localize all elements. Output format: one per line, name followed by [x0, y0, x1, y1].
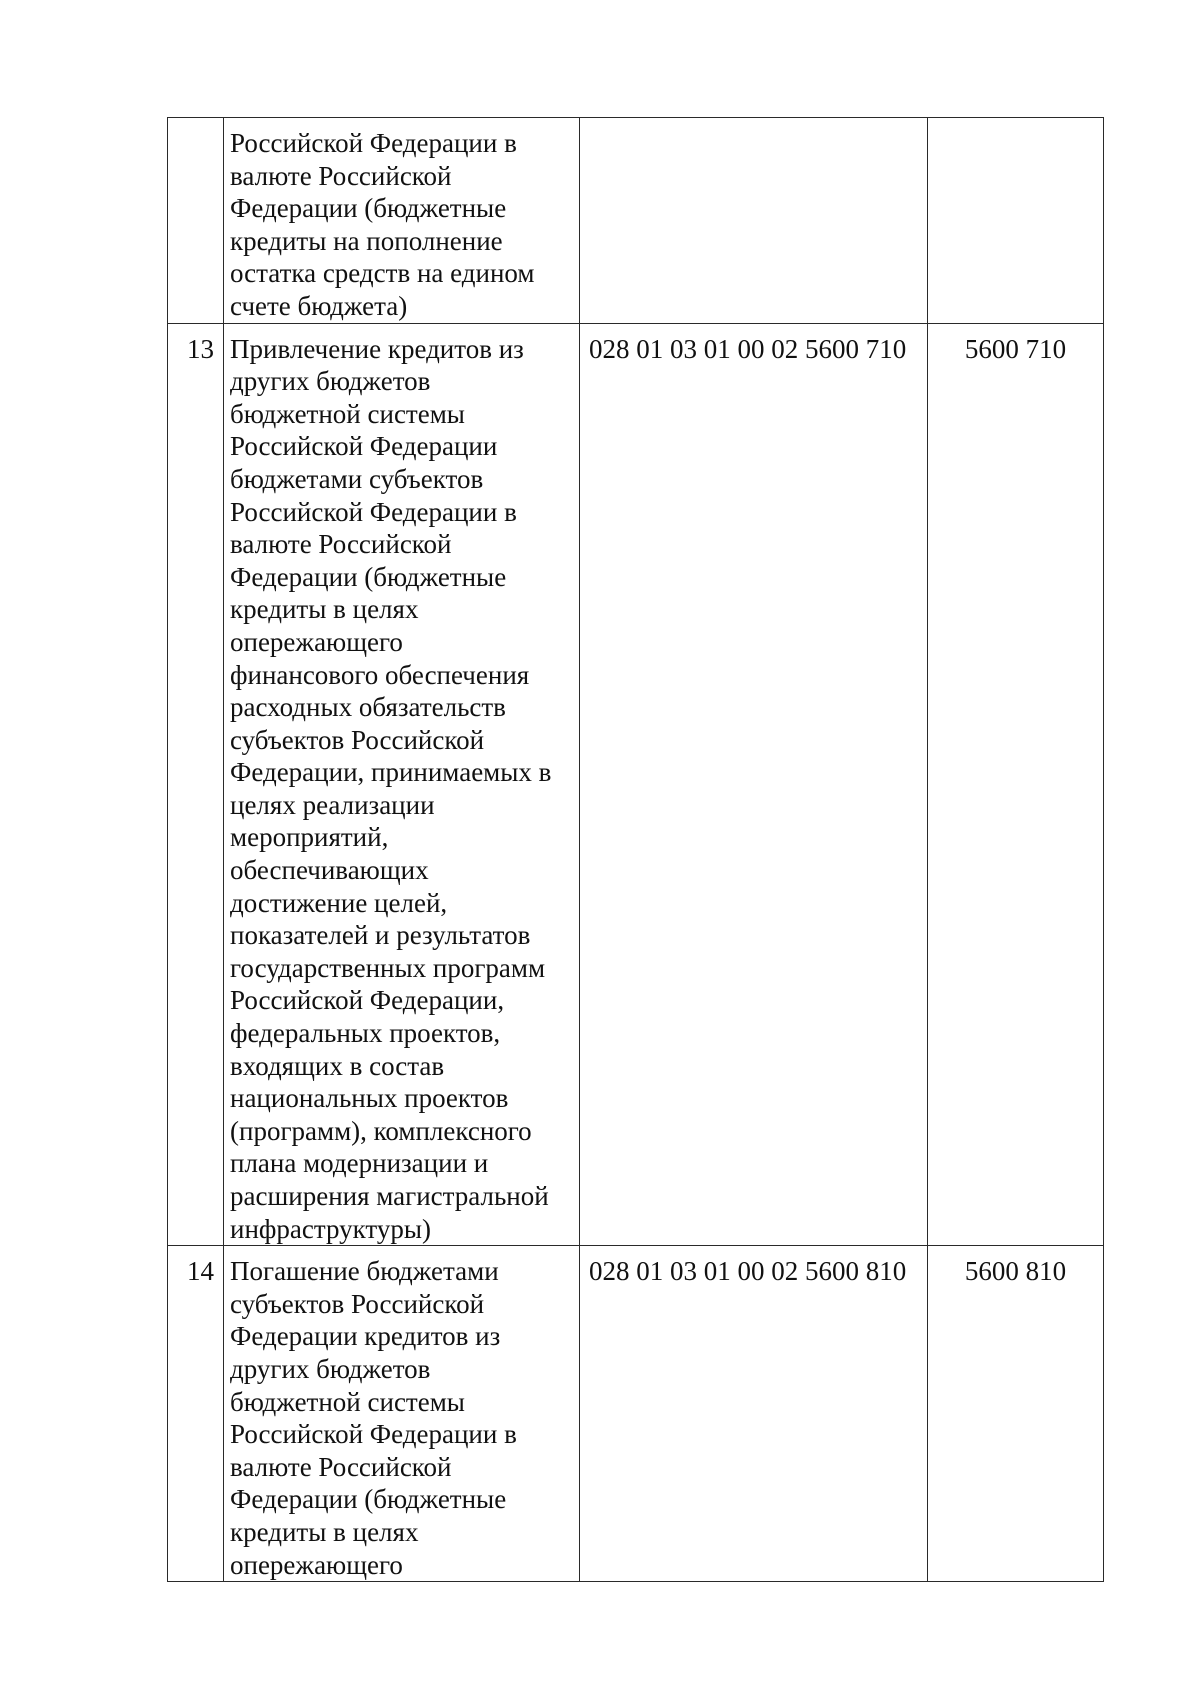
description-line: кредиты на пополнение	[230, 225, 503, 256]
short-code-cell: 5600 710	[928, 323, 1104, 1246]
description-line: субъектов Российской	[230, 1288, 485, 1319]
description-line: субъектов Российской	[230, 724, 485, 755]
description-line: валюте Российской	[230, 529, 452, 560]
short-code-cell: 5600 810	[928, 1246, 1104, 1582]
description-line: Привлечение кредитов из	[230, 333, 524, 364]
description-line: кредиты в целях	[230, 594, 419, 625]
description-line: кредиты в целях	[230, 1516, 419, 1547]
description-line: Погашение бюджетами	[230, 1256, 499, 1287]
description-line: целях реализации	[230, 789, 435, 820]
description-line: Российской Федерации в	[230, 1419, 517, 1450]
description-line: федеральных проектов,	[230, 1018, 501, 1049]
description-line: бюджетной системы	[230, 1386, 465, 1417]
description-line: национальных проектов	[230, 1083, 509, 1114]
description-line: Федерации, принимаемых в	[230, 757, 552, 788]
description-line: опережающего	[230, 626, 403, 657]
table-body	[168, 118, 1104, 1582]
description-line: мероприятий,	[230, 822, 389, 853]
description-line: бюджетной системы	[230, 398, 465, 429]
row-number-cell: 14	[168, 1246, 224, 1582]
description-line: обеспечивающих	[230, 855, 429, 886]
description-cell	[224, 118, 580, 324]
budget-code-cell: 028 01 03 01 00 02 5600 710	[580, 323, 928, 1246]
budget-code-cell: 028 01 03 01 00 02 5600 810	[580, 1246, 928, 1582]
budget-codes-table	[167, 117, 1104, 1582]
description-line: расходных обязательств	[230, 692, 506, 723]
description-line: Российской Федерации	[230, 431, 498, 462]
description-line: входящих в состав	[230, 1050, 445, 1081]
description-line: Российской Федерации,	[230, 985, 505, 1016]
description-line: Федерации (бюджетные	[230, 193, 507, 224]
description-line: остатка средств на едином	[230, 258, 535, 289]
description-line: плана модернизации и	[230, 1148, 489, 1179]
description-line: расширения магистральной	[230, 1181, 549, 1211]
description-line: других бюджетов	[230, 366, 431, 397]
table-row	[168, 323, 1104, 1246]
row-number-cell: 13	[168, 323, 224, 1246]
description-line: Российской Федерации в	[230, 496, 517, 527]
description-line: Федерации кредитов из	[230, 1321, 501, 1352]
table-row	[168, 118, 1104, 324]
description-line: инфраструктуры)	[230, 1213, 431, 1244]
description-line: достижение целей,	[230, 887, 448, 918]
description-line: финансового обеспечения	[230, 659, 530, 690]
budget-code-cell	[580, 118, 928, 324]
description-line: (программ), комплексного	[230, 1115, 532, 1146]
description-line: Федерации (бюджетные	[230, 1484, 507, 1515]
row-number-cell	[168, 118, 224, 324]
description-cell	[224, 323, 580, 1246]
description-line: Федерации (бюджетные	[230, 561, 507, 592]
description-line: бюджетами субъектов	[230, 463, 484, 494]
description-line: Российской Федерации в	[230, 128, 517, 158]
description-line: валюте Российской	[230, 1451, 452, 1482]
short-code-cell	[928, 118, 1104, 324]
description-cell	[224, 1246, 580, 1582]
description-line: счете бюджета)	[230, 290, 408, 321]
description-line: опережающего	[230, 1549, 403, 1580]
description-line: валюте Российской	[230, 160, 452, 191]
table-row	[168, 1246, 1104, 1582]
description-line: показателей и результатов	[230, 920, 531, 951]
description-line: других бюджетов	[230, 1353, 431, 1384]
description-line: государственных программ	[230, 952, 546, 983]
